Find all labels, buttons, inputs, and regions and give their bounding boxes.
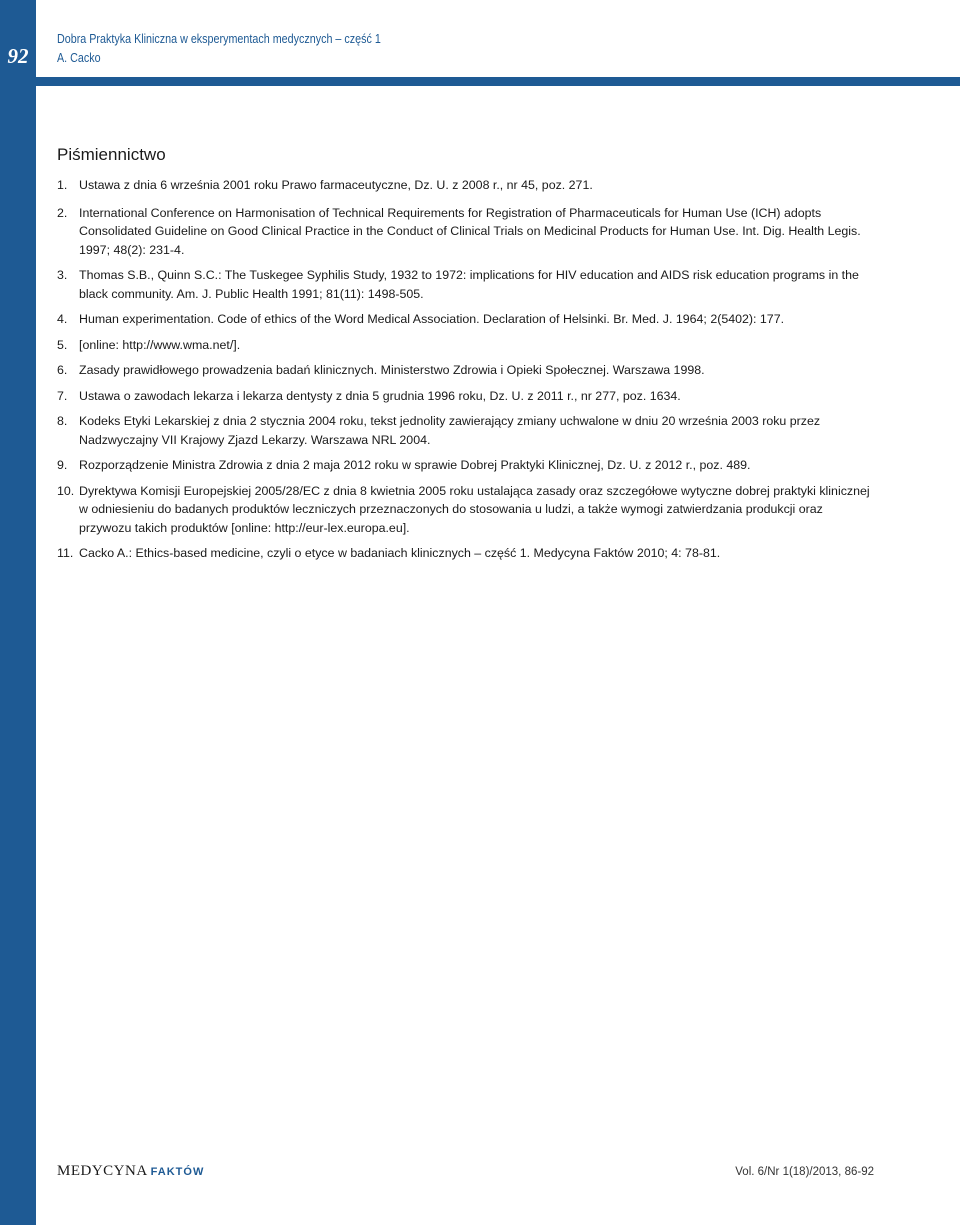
reference-number: 8.	[57, 414, 68, 428]
reference-number: 2.	[57, 205, 68, 220]
reference-text: Rozporządzenie Ministra Zdrowia z dnia 2 maja 2012 roku w sprawie Dobrej Praktyki Klinicznej, Dz. U. z 2012 r., poz. 489.	[79, 458, 751, 472]
section-title: Piśmiennictwo	[57, 145, 166, 164]
reference-item	[57, 482, 875, 538]
reference-item	[57, 544, 875, 563]
reference-number: 1.	[57, 178, 68, 192]
reference-number: 3.	[57, 268, 68, 282]
reference-text: Ustawa z dnia 6 września 2001 roku Prawo farmaceutyczne, Dz. U. z 2008 r., nr 45, poz. 271.	[79, 178, 593, 192]
logo-main-text: MEDYCYNA	[57, 1163, 148, 1179]
reference-text: Kodeks Etyki Lekarskiej z dnia 2 stycznia 2004 roku, tekst jednolity zawierający zmiany uchwalone w dniu 20 września 2003 roku przez Nadzwyczajny VII Krajowy Zjazd Lekarzy. Warszawa NRL 2004.	[79, 414, 821, 447]
reference-number: 6.	[57, 363, 68, 377]
journal-logo	[57, 1163, 204, 1180]
header-rule	[36, 77, 960, 86]
reference-number: 7.	[57, 388, 68, 403]
reference-item	[57, 456, 875, 475]
reference-item	[57, 412, 875, 449]
running-header-title: Dobra Praktyka Kliniczna w eksperymentach medycznych – część 1	[57, 32, 381, 46]
reference-number: 4.	[57, 312, 68, 326]
page-number: 92	[7, 44, 29, 68]
reference-item	[57, 204, 875, 260]
reference-number: 9.	[57, 458, 68, 472]
reference-item	[57, 336, 875, 355]
reference-list	[57, 176, 875, 570]
reference-text: Dyrektywa Komisji Europejskiej 2005/28/EC z dnia 8 kwietnia 2005 roku ustalająca zasady oraz szczegółowe wytyczne dobrej praktyki klinicznej w odniesieniu do badanych produktów leczniczych przeznaczonych do stosowania u ludzi, a także wymogi zatwierdzania produkcji oraz przywozu takich produktów [online: http://eur-lex.europa.eu].	[79, 483, 870, 535]
reference-item	[57, 176, 875, 195]
reference-text: Cacko A.: Ethics-based medicine, czyli o etyce w badaniach klinicznych – część 1. Medycyna Faktów 2010; 4: 78-81.	[79, 546, 721, 560]
reference-item	[57, 361, 875, 380]
reference-text: Human experimentation. Code of ethics of the Word Medical Association. Declaration of Helsinki. Br. Med. J. 1964; 2(5402): 177.	[79, 312, 785, 326]
reference-item	[57, 266, 875, 303]
logo-sub-text: FAKTÓW	[150, 1166, 205, 1178]
reference-text: Ustawa o zawodach lekarza i lekarza dentysty z dnia 5 grudnia 1996 roku, Dz. U. z 2011 r., nr 277, poz. 1634.	[79, 388, 681, 403]
reference-text: [online: http://www.wma.net/].	[79, 337, 241, 352]
reference-text: Zasady prawidłowego prowadzenia badań klinicznych. Ministerstwo Zdrowia i Opieki Społecznej. Warszawa 1998.	[79, 363, 705, 377]
side-color-bar	[0, 0, 36, 1225]
reference-text: Thomas S.B., Quinn S.C.: The Tuskegee Syphilis Study, 1932 to 1972: implications for HIV education and AIDS risk education programs in the black community. Am. J. Public Health 1991; 81(11): 1498-505.	[79, 268, 859, 301]
reference-number: 5.	[57, 337, 68, 352]
reference-text: International Conference on Harmonisation of Technical Requirements for Registration of Pharmaceuticals for Human Use (ICH) adopts Consolidated Guideline on Good Clinical Practice in the Conduct of Clinical Trials on Medicinal Products for Human Use. Int. Dig. Health Legis. 1997; 48(2): 231-4.	[79, 205, 861, 257]
running-header-author: A. Cacko	[57, 51, 101, 65]
reference-item	[57, 387, 875, 406]
volume-info: Vol. 6/Nr 1(18)/2013, 86-92	[735, 1166, 874, 1178]
reference-number: 10.	[57, 483, 75, 498]
reference-number: 11.	[57, 546, 74, 560]
reference-item	[57, 310, 875, 329]
